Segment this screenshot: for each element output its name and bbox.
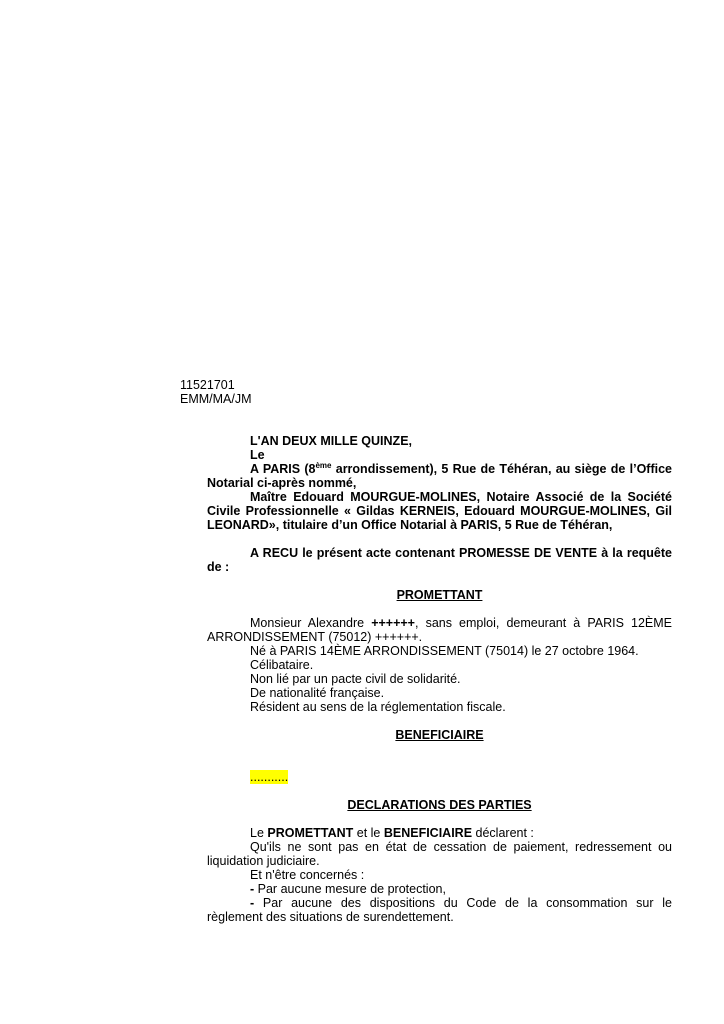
declarations-item-1 [207, 882, 672, 896]
beneficiaire-placeholder-line [207, 770, 672, 784]
item-dash: - [250, 896, 263, 910]
intro-et: et le [353, 826, 384, 840]
reference-number: 11521701 [180, 378, 235, 392]
year-line: L'AN DEUX MILLE QUINZE, [250, 434, 412, 448]
item-2-text: Par aucune des dispositions du Code de la consommation sur le règlement des situations de surendettement. [207, 896, 672, 924]
beneficiaire-placeholder: ........... [250, 770, 289, 784]
spacer [207, 784, 672, 798]
reference-initials: EMM/MA/JM [180, 392, 252, 406]
spacer [207, 714, 672, 728]
intro-le: Le [250, 826, 268, 840]
document-body [207, 434, 672, 924]
place-text-a: A PARIS (8 [250, 462, 316, 476]
promettant-resident: Résident au sens de la réglementation fiscale. [250, 700, 506, 714]
place-paragraph [207, 462, 672, 490]
item-dash: - [250, 882, 258, 896]
promettant-identity-masked: ++++++ [371, 616, 415, 630]
intro-end: déclarent : [472, 826, 534, 840]
declarations-heading: DECLARATIONS DES PARTIES [347, 798, 532, 812]
le-line: Le [250, 448, 265, 462]
declarations-item-2 [207, 896, 672, 924]
promettant-identity-a: Monsieur Alexandre [250, 616, 372, 630]
spacer [207, 532, 672, 546]
declarations-line-1: Qu'ils ne sont pas en état de cessation de paiement, redressement ou liquidation judiciaire. [207, 840, 672, 868]
promettant-heading: PROMETTANT [396, 588, 483, 602]
declarations-intro [207, 826, 672, 840]
item-1-text: Par aucune mesure de protection, [257, 882, 446, 896]
spacer [207, 602, 672, 616]
intro-beneficiaire: BENEFICIAIRE [383, 826, 473, 840]
place-superscript: ème [315, 460, 332, 470]
beneficiaire-heading: BENEFICIAIRE [395, 728, 484, 742]
promettant-identity [207, 616, 672, 644]
spacer [207, 742, 672, 770]
spacer [207, 574, 672, 588]
place-text-b: arrondissement), 5 Rue de Téhéran, au siège de l’Office Notarial ci-après nommé, [207, 462, 672, 490]
promettant-nationality: De nationalité française. [250, 686, 385, 700]
promettant-birth: Né à PARIS 14ÈME ARRONDISSEMENT (75014) le 27 octobre 1964. [250, 644, 639, 658]
declarations-line-2: Et n'être concernés : [250, 868, 365, 882]
intro-promettant: PROMETTANT [267, 826, 354, 840]
spacer [207, 812, 672, 826]
reference-block [180, 378, 380, 406]
promettant-status: Célibataire. [250, 658, 314, 672]
notary-paragraph: Maître Edouard MOURGUE-MOLINES, Notaire Associé de la Société Civile Professionnelle « Gildas KERNEIS, Edouard MOURGUE-MOLINES, Gil LEONARD», titulaire d’un Office Notarial à PARIS, 5 Rue de Téhéran, [207, 490, 672, 532]
promettant-pacs: Non lié par un pacte civil de solidarité. [250, 672, 461, 686]
promettant-identity-b: , sans emploi, demeurant à PARIS 12ÈME ARRONDISSEMENT (75012) ++++++. [207, 616, 672, 644]
recu-paragraph: A RECU le présent acte contenant PROMESSE DE VENTE à la requête de : [207, 546, 672, 574]
